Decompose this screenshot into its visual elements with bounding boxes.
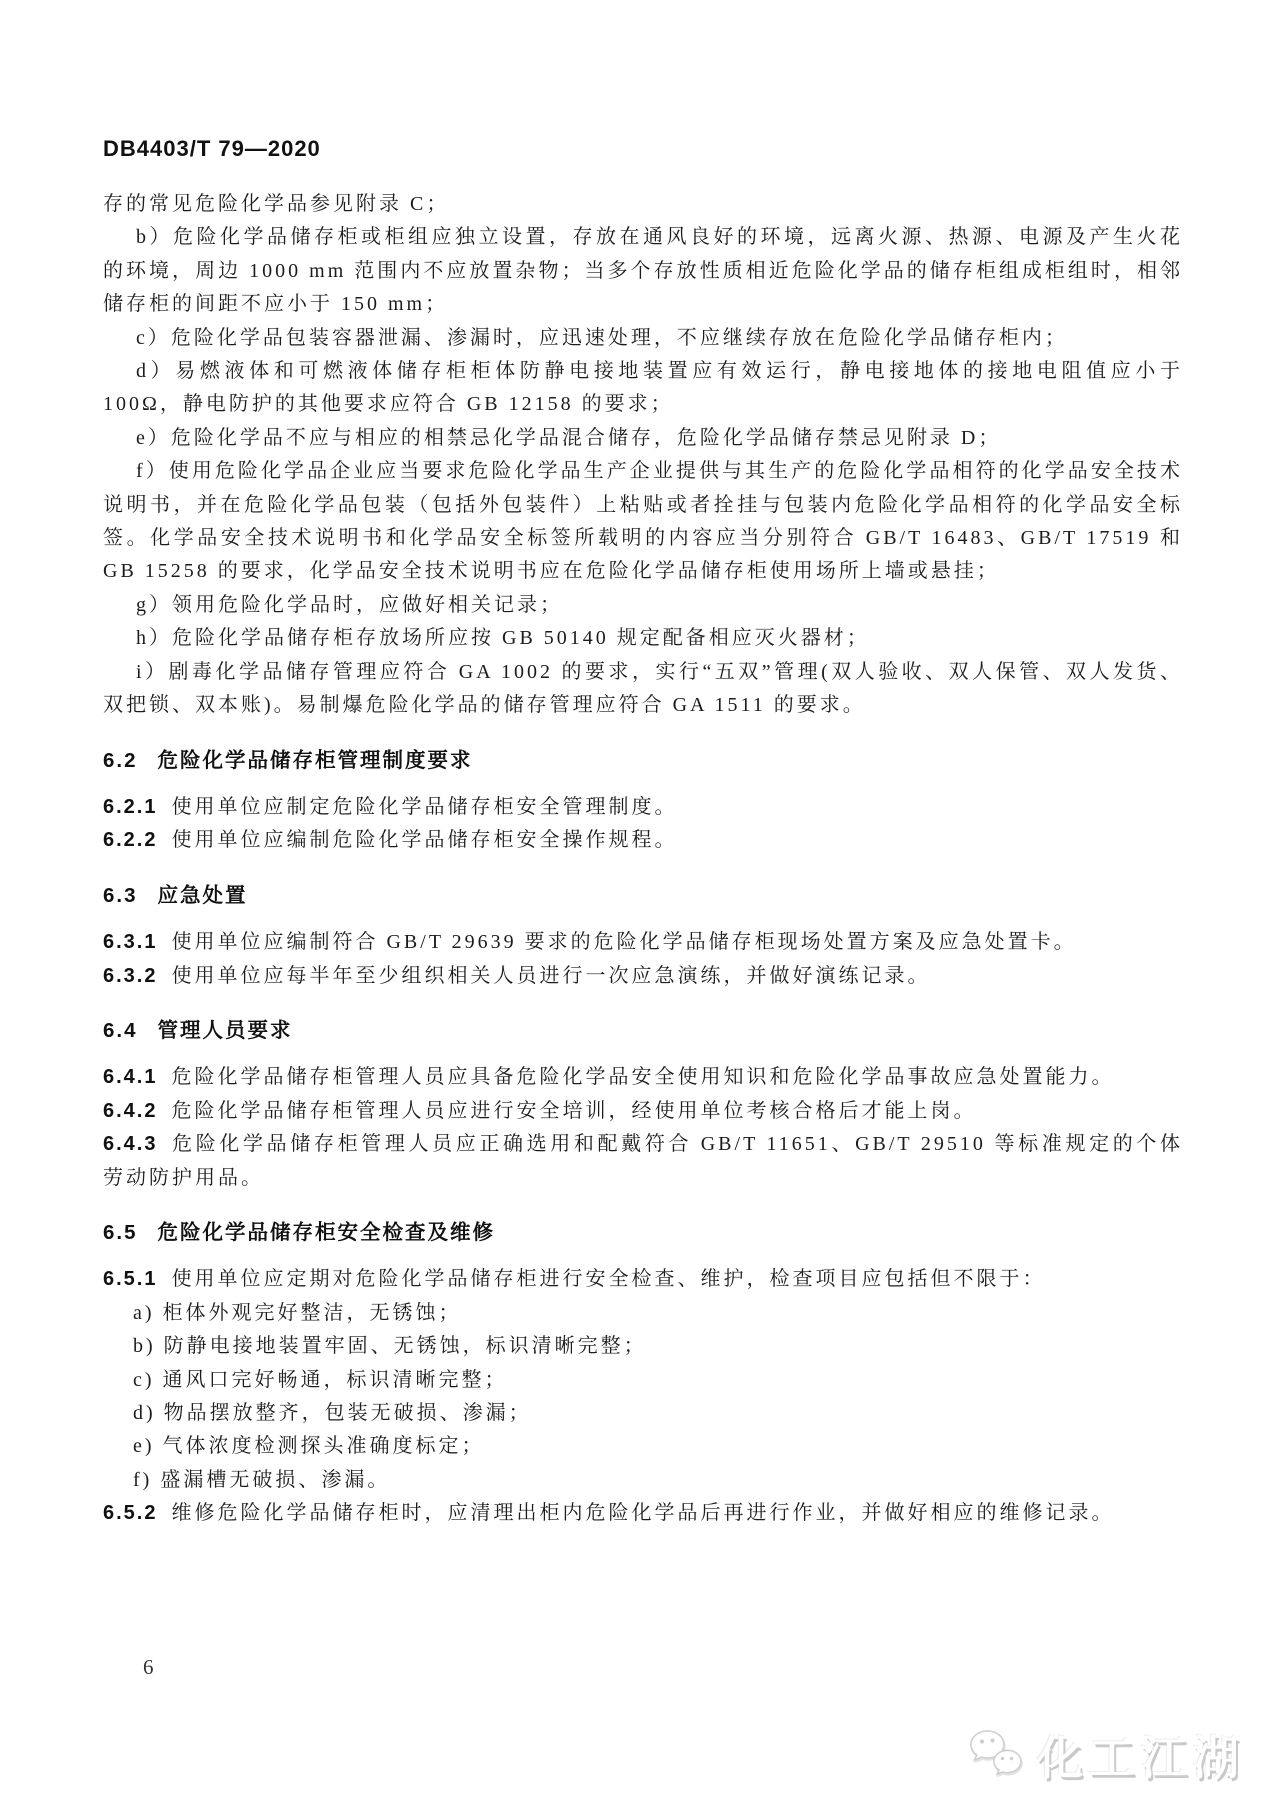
list-item-h: h）危险化学品储存柜存放场所应按 GB 50140 规定配备相应灭火器材； xyxy=(136,627,870,650)
doc-code: DB4403/T 79—2020 xyxy=(103,136,321,161)
list-item-i: i）剧毒化学品储存管理应符合 GA 1002 的要求，实行“五双”管理(双人验收、双人保管、双人发货、双把锁、双本账)。易制爆危险化学品的储存管理应符合 GA 1511 的要求。 xyxy=(103,660,1183,717)
clause-6-5-2 xyxy=(103,1497,1183,1530)
clause-text: 维修危险化学品储存柜时，应清理出柜内危险化学品后再进行作业，并做好相应的维修记录。 xyxy=(171,1502,1115,1525)
list-item-g: g）领用危险化学品时，应做好相关记录； xyxy=(136,593,563,616)
clause-6-4-3 xyxy=(103,1128,1183,1195)
list-item-c: c）危险化学品包装容器泄漏、渗漏时，应迅速处理，不应继续存放在危险化学品储存柜内； xyxy=(136,326,1068,349)
page-number: 6 xyxy=(143,1655,154,1679)
clause-6-2-1 xyxy=(103,791,1183,824)
clause-text: 使用单位应定期对危险化学品储存柜进行安全检查、维护，检查项目应包括但不限于： xyxy=(171,1268,1046,1291)
section-title: 应急处置 xyxy=(157,883,248,907)
clause-text: 使用单位应编制危险化学品储存柜安全操作规程。 xyxy=(171,829,678,852)
section-heading-6-2 xyxy=(103,744,1183,777)
clause-text: 使用单位应每半年至少组织相关人员进行一次应急演练，并做好演练记录。 xyxy=(171,964,931,987)
clause-number: 6.4.3 xyxy=(103,1133,158,1156)
section-number: 6.2 xyxy=(103,748,138,772)
clause-number: 6.5.2 xyxy=(103,1502,158,1525)
list-item-f: f）使用危险化学品企业应当要求危险化学品生产企业提供与其生产的危险化学品相符的化学品安全技术说明书，并在危险化学品包装（包括外包装件）上粘贴或者拴挂与包装内危险化学品相符的化学品安全标签。化学品安全技术说明书和化学品安全标签所载明的内容应当分别符合 GB/T 16483、GB/T 17519 和 GB 15258 的要求，化学品安全技术说明书应在危险化学品储存柜使用场所上墙或悬挂； xyxy=(103,460,1183,583)
clause-6-3-2 xyxy=(103,960,1183,993)
clause-text: 危险化学品储存柜管理人员应具备危险化学品安全使用知识和危险化学品事故应急处置能力。 xyxy=(171,1066,1115,1089)
clause-text: 危险化学品储存柜管理人员应正确选用和配戴符合 GB/T 11651、GB/T 29510 等标准规定的个体劳动防护用品。 xyxy=(103,1133,1183,1189)
clause-number: 6.5.1 xyxy=(103,1268,158,1291)
list-item-b: b）危险化学品储存柜或柜组应独立设置，存放在通风良好的环境，远离火源、热源、电源及产生火花的环境，周边 1000 mm 范围内不应放置杂物；当多个存放性质相近危险化学品的储存柜组成柜组时，相邻储存柜的间距不应小于 150 mm； xyxy=(103,226,1183,316)
section-heading-6-5 xyxy=(103,1216,1183,1249)
check-item-c: c) 通风口完好畅通，标识清晰完整； xyxy=(133,1368,508,1391)
clause-6-3-1 xyxy=(103,926,1183,959)
clause-text: 使用单位应编制符合 GB/T 29639 要求的危险化学品储存柜现场处置方案及应急处置卡。 xyxy=(171,931,1077,954)
section-title: 危险化学品储存柜安全检查及维修 xyxy=(157,1220,495,1244)
section-number: 6.5 xyxy=(103,1220,138,1244)
section-heading-6-3 xyxy=(103,879,1183,912)
clause-number: 6.3.2 xyxy=(103,964,158,987)
clause-number: 6.4.1 xyxy=(103,1066,158,1089)
clause-6-4-2 xyxy=(103,1095,1183,1128)
list-item-e: e）危险化学品不应与相应的相禁忌化学品混合储存，危险化学品储存禁忌见附录 D； xyxy=(136,426,1002,449)
section-heading-6-4 xyxy=(103,1014,1183,1047)
clause-text: 使用单位应制定危险化学品储存柜安全管理制度。 xyxy=(171,795,678,818)
wechat-icon xyxy=(965,1727,1027,1783)
clause-6-2-2 xyxy=(103,824,1183,857)
check-item-a: a) 柜体外观完好整洁，无锈蚀； xyxy=(133,1301,462,1324)
section-number: 6.3 xyxy=(103,883,138,907)
clause-number: 6.2.2 xyxy=(103,829,158,852)
clause-number: 6.3.1 xyxy=(103,931,158,954)
section-title: 危险化学品储存柜管理制度要求 xyxy=(157,748,473,772)
check-item-f: f) 盛漏槽无破损、渗漏。 xyxy=(133,1468,391,1491)
document-body xyxy=(103,188,1183,1531)
watermark-logo xyxy=(965,1722,1245,1788)
check-item-d: d) 物品摆放整齐，包装无破损、渗漏； xyxy=(133,1402,532,1424)
clause-number: 6.2.1 xyxy=(103,795,158,818)
check-item-e: e) 气体浓度检测探头准确度标定； xyxy=(133,1435,485,1458)
clause-text: 危险化学品储存柜管理人员应进行安全培训，经使用单位考核合格后才能上岗。 xyxy=(171,1099,977,1122)
list-item-d: d）易燃液体和可燃液体储存柜柜体防静电接地装置应有效运行，静电接地体的接地电阻值应小于 100Ω，静电防护的其他要求应符合 GB 12158 的要求； xyxy=(103,360,1183,416)
section-number: 6.4 xyxy=(103,1018,138,1042)
check-item-b: b) 防静电接地装置牢固、无锈蚀，标识清晰完整； xyxy=(133,1335,647,1358)
clause-6-5-1 xyxy=(103,1263,1183,1296)
clause-6-4-1 xyxy=(103,1061,1183,1094)
clause-number: 6.4.2 xyxy=(103,1099,158,1122)
section-title: 管理人员要求 xyxy=(157,1018,293,1042)
watermark-text: 化工江湖 xyxy=(1037,1732,1245,1784)
continuation-paragraph: 存的常见危险化学品参见附录 C； xyxy=(103,193,450,215)
